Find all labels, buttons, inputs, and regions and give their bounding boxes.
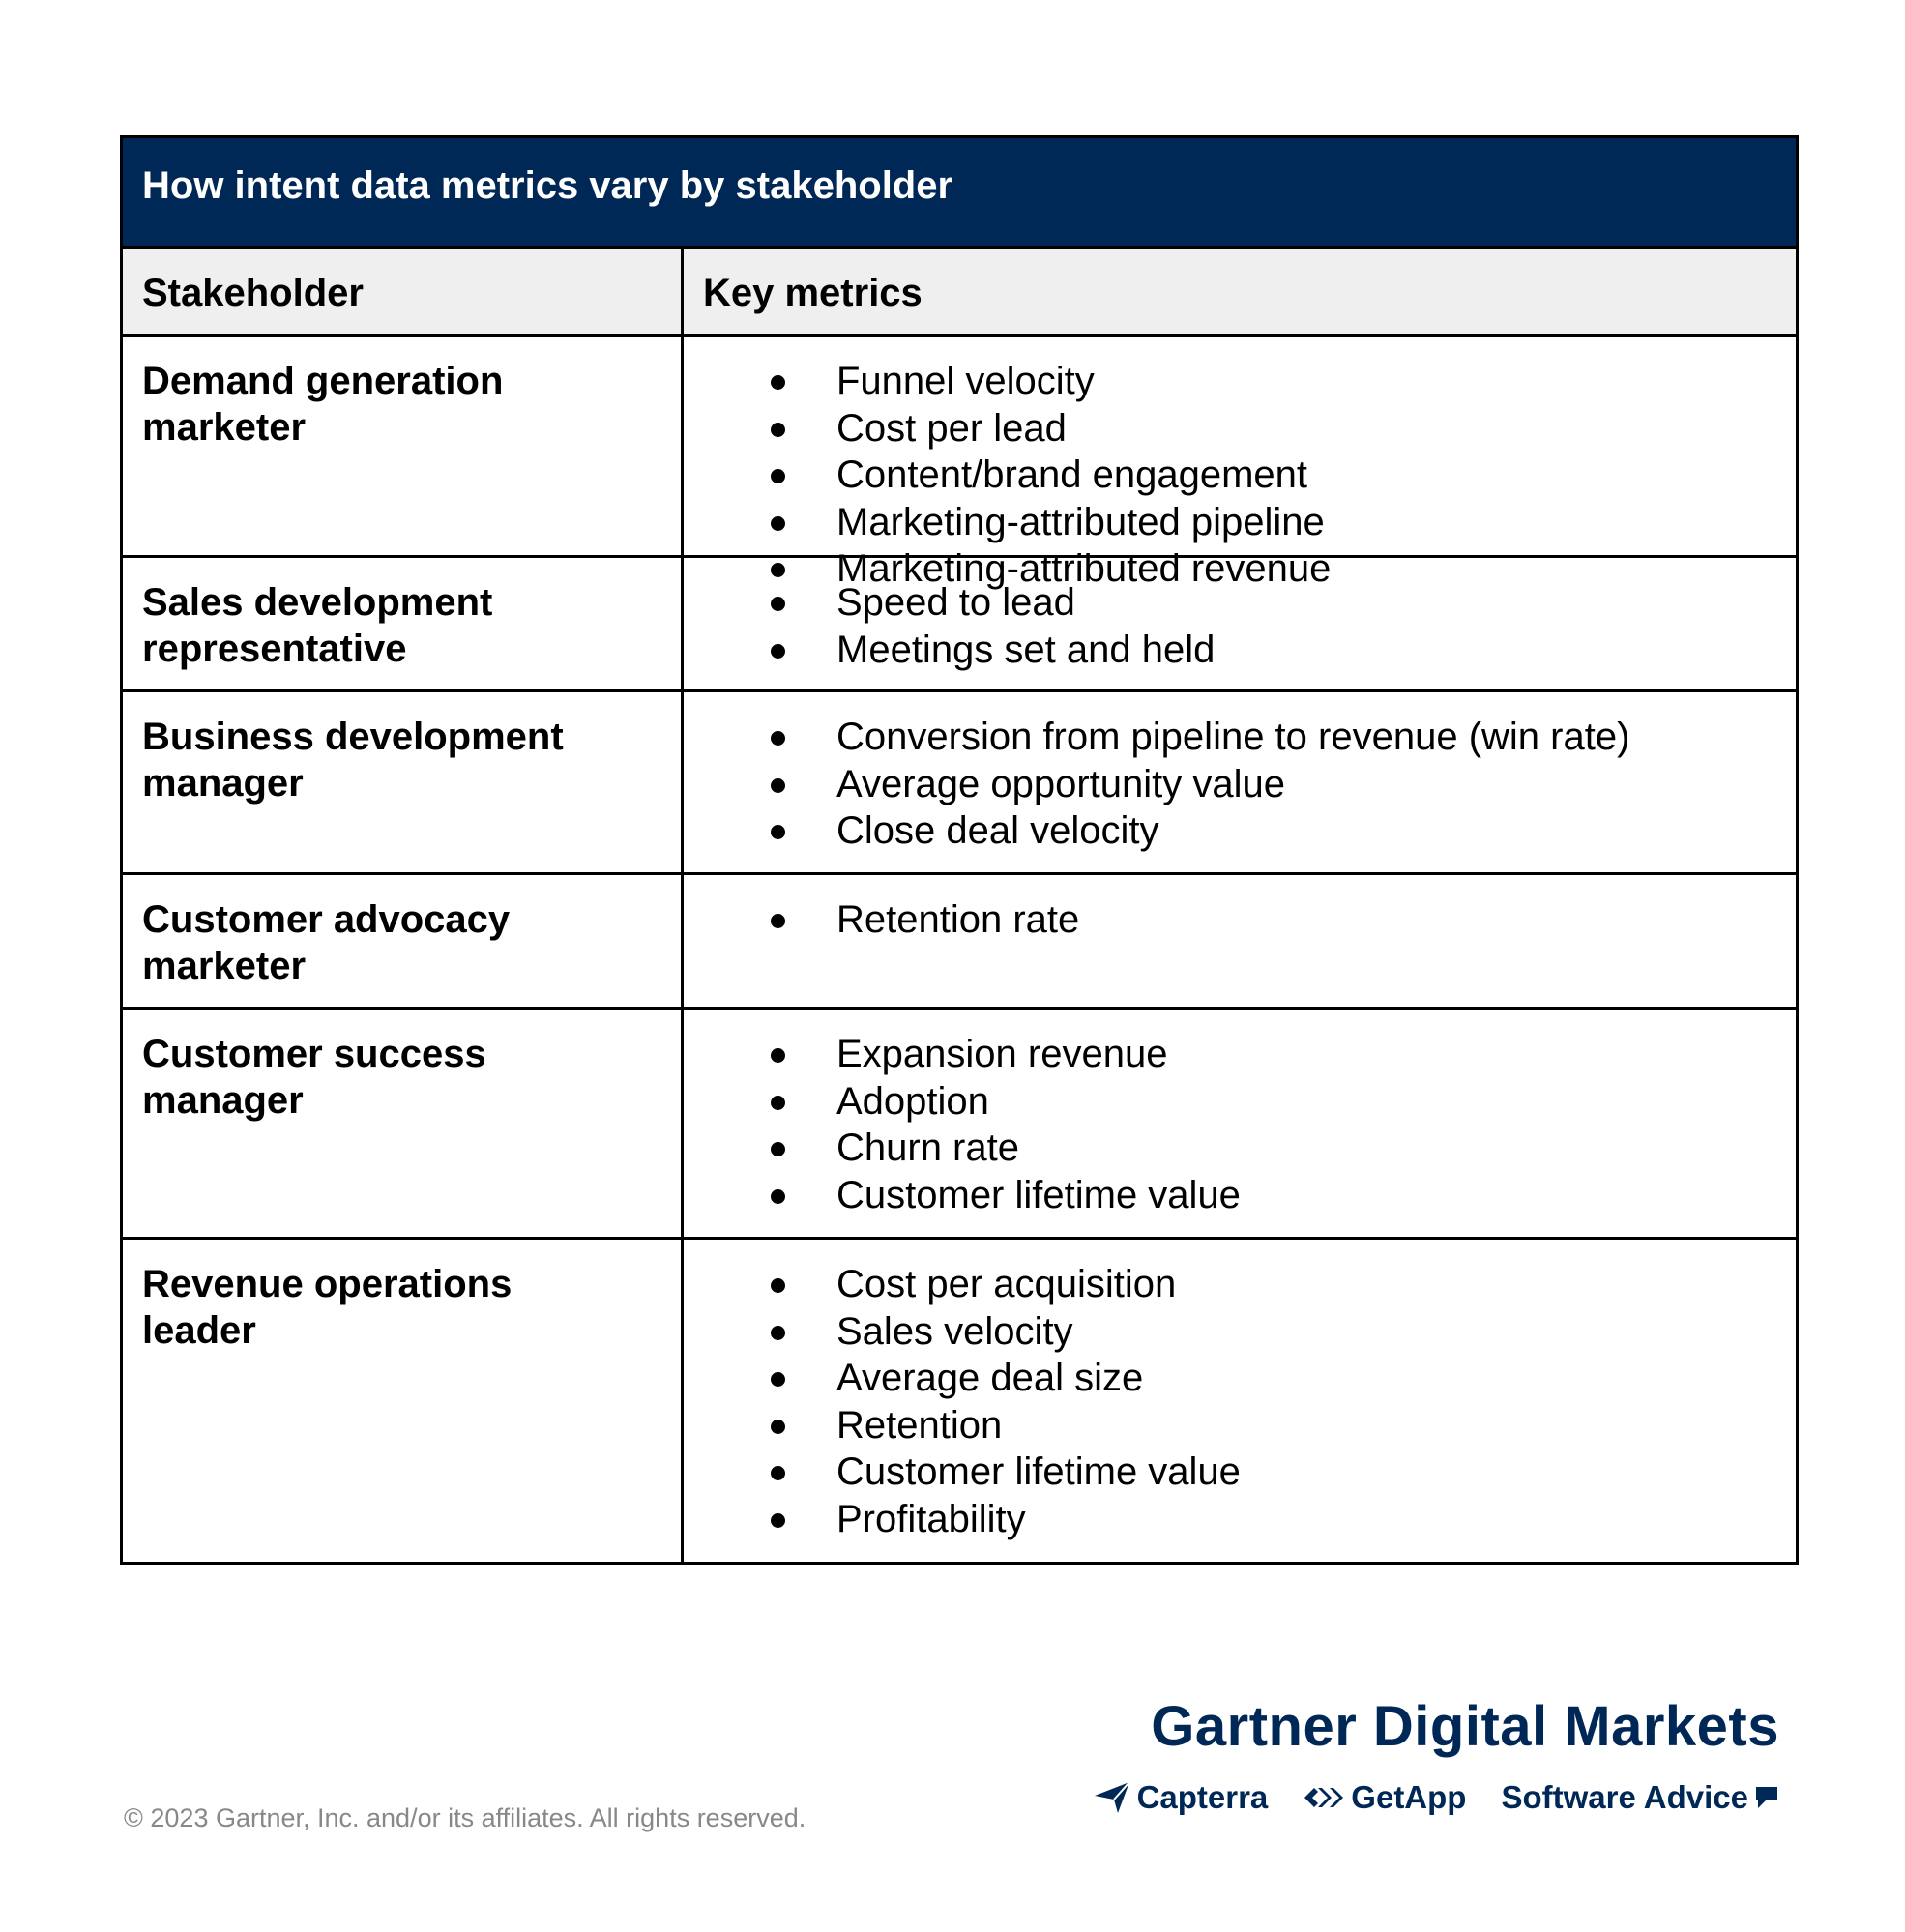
table-row <box>123 875 1796 1010</box>
bullet-icon <box>771 914 785 928</box>
bullet-icon <box>771 1189 785 1204</box>
header-key-metrics: Key metrics <box>703 272 923 314</box>
header-stakeholder: Stakeholder <box>123 249 684 334</box>
metric-item: Adoption <box>684 1078 1776 1126</box>
stakeholder-line: manager <box>142 762 304 805</box>
getapp-logo <box>1303 1779 1466 1816</box>
metric-item: Retention rate <box>684 896 1776 944</box>
metric-item: Profitability <box>684 1496 1776 1543</box>
sub-brand-logos <box>1093 1779 1779 1816</box>
stakeholder-line: manager <box>142 1079 304 1122</box>
stakeholder-cell <box>123 1010 684 1237</box>
bullet-icon <box>771 825 785 839</box>
metric-item: Expansion revenue <box>684 1031 1776 1078</box>
metrics-cell <box>684 692 1796 872</box>
capterra-label: Capterra <box>1136 1779 1269 1815</box>
metrics-list <box>684 358 1776 593</box>
bullet-icon <box>771 1420 785 1434</box>
metric-item: Cost per lead <box>684 405 1776 453</box>
speech-flag-icon <box>1754 1785 1779 1810</box>
stakeholder-line: Business development <box>142 716 564 758</box>
stakeholder-cell <box>123 558 684 689</box>
metric-item: Meetings set and held <box>684 627 1776 674</box>
brand-logo <box>1151 1694 1779 1759</box>
metrics-cell <box>684 1240 1796 1562</box>
bullet-icon <box>771 1326 785 1340</box>
bullet-icon <box>771 644 785 659</box>
metrics-list <box>684 896 1776 944</box>
metric-item: Funnel velocity <box>684 358 1776 405</box>
stakeholder-cell <box>123 875 684 1007</box>
stakeholder-line: Revenue operations <box>142 1263 513 1305</box>
metrics-cell <box>684 1010 1796 1237</box>
metric-item: Churn rate <box>684 1125 1776 1172</box>
metrics-cell <box>684 875 1796 1007</box>
brand-name: Gartner Digital Markets <box>1151 1695 1779 1758</box>
metric-item: Content/brand engagement <box>684 452 1776 499</box>
metric-item: Average opportunity value <box>684 761 1776 808</box>
copyright-text: © 2023 Gartner, Inc. and/or its affiliates. All rights reserved. <box>124 1803 806 1832</box>
table-row <box>123 692 1796 875</box>
stakeholder-cell <box>123 1240 684 1562</box>
metrics-table <box>120 135 1799 1565</box>
stakeholder-line: leader <box>142 1309 256 1352</box>
metric-item: Customer lifetime value <box>684 1172 1776 1219</box>
stakeholder-line: marketer <box>142 945 307 987</box>
capterra-arrow-icon <box>1093 1780 1131 1815</box>
bullet-icon <box>771 1466 785 1480</box>
metrics-list <box>684 579 1776 673</box>
table-title: How intent data metrics vary by stakeholder <box>123 138 1796 249</box>
bullet-icon <box>771 1372 785 1387</box>
table-row <box>123 337 1796 590</box>
stakeholder-line: representative <box>142 628 407 670</box>
software-advice-logo <box>1501 1779 1779 1816</box>
table-row <box>123 1010 1796 1240</box>
stakeholder-cell <box>123 337 684 555</box>
metric-item: Speed to lead <box>684 579 1776 627</box>
stakeholder-line: marketer <box>142 406 307 449</box>
bullet-icon <box>771 469 785 483</box>
metric-item: Conversion from pipeline to revenue (win rate) <box>684 714 1776 761</box>
metric-item: Retention <box>684 1402 1776 1449</box>
bullet-icon <box>771 1048 785 1063</box>
stakeholder-line: Customer advocacy <box>142 898 511 941</box>
bullet-icon <box>771 423 785 437</box>
bullet-icon <box>771 1096 785 1110</box>
bullet-icon <box>771 597 785 611</box>
bullet-icon <box>771 1278 785 1293</box>
metric-item: Customer lifetime value <box>684 1449 1776 1496</box>
bullet-icon <box>771 778 785 793</box>
bullet-icon <box>771 375 785 390</box>
table-header-row <box>123 249 1796 337</box>
stakeholder-cell <box>123 692 684 872</box>
table-row <box>123 1240 1796 1562</box>
metric-item: Marketing-attributed pipeline <box>684 499 1776 546</box>
stakeholder-line: Customer success <box>142 1033 486 1075</box>
metric-item: Close deal velocity <box>684 807 1776 855</box>
metrics-cell <box>684 337 1796 590</box>
capterra-logo <box>1093 1779 1269 1816</box>
metric-item: Sales velocity <box>684 1308 1776 1356</box>
bullet-icon <box>771 731 785 746</box>
bullet-icon <box>771 563 785 577</box>
getapp-chevrons-icon <box>1303 1784 1345 1811</box>
metrics-list <box>684 1031 1776 1218</box>
getapp-label: GetApp <box>1351 1779 1467 1815</box>
metrics-list <box>684 1261 1776 1542</box>
metric-item: Cost per acquisition <box>684 1261 1776 1308</box>
stakeholder-line: Sales development <box>142 581 493 624</box>
metric-item: Average deal size <box>684 1355 1776 1402</box>
bullet-icon <box>771 1142 785 1156</box>
bullet-icon <box>771 1513 785 1528</box>
software-advice-label: Software Advice <box>1501 1779 1748 1815</box>
bullet-icon <box>771 516 785 531</box>
metrics-list <box>684 714 1776 855</box>
stakeholder-line: Demand generation <box>142 360 504 402</box>
metric-item: Marketing-attributed revenue <box>684 545 1776 593</box>
